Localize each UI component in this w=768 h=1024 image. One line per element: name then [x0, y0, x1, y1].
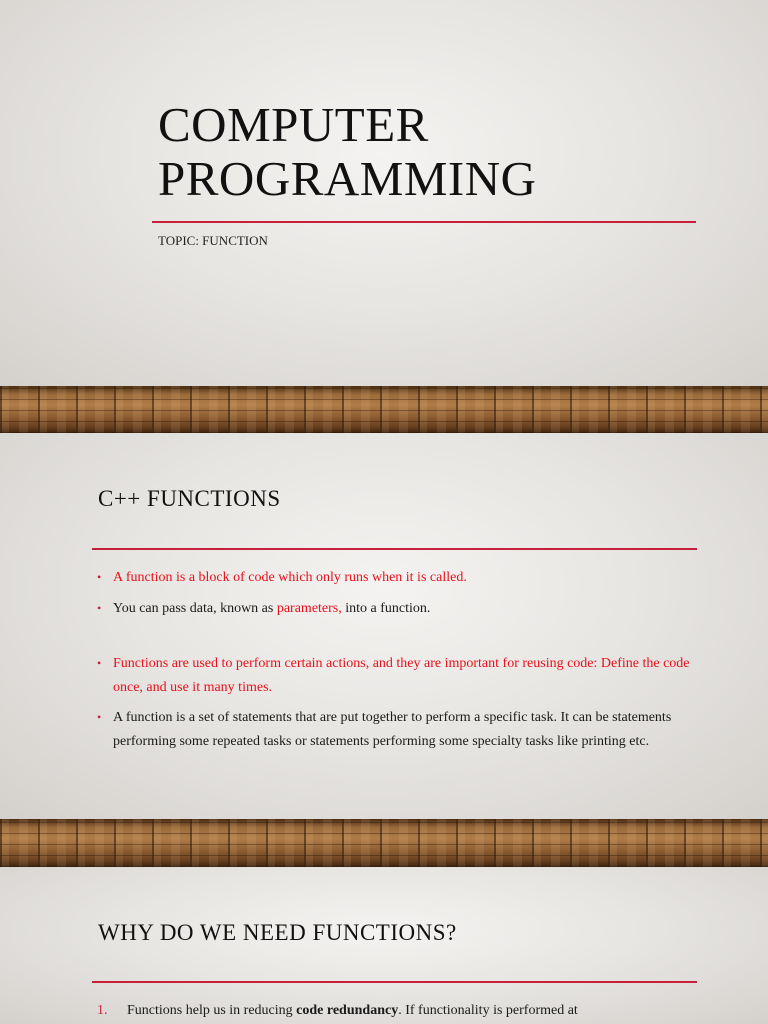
slide2-bullet-list [97, 566, 697, 753]
title-line-2: PROGRAMMING [158, 151, 537, 206]
list-item [97, 999, 717, 1022]
wood-floor-divider-1 [0, 386, 768, 433]
bullet-icon: • [97, 656, 102, 670]
wood-floor-divider-2 [0, 819, 768, 867]
bullet-item [97, 706, 697, 753]
slide3-divider [92, 981, 697, 983]
bullet-text-post: into a function. [341, 600, 431, 616]
slide-cpp-functions [0, 433, 768, 819]
item-text-bold: code redundancy [296, 1003, 399, 1018]
bullet-text: A function is a block of code which only runs when it is called. [113, 570, 467, 585]
bullet-text: A function is a set of statements that are put together to perform a specific task. It can be statements performing some repeated tasks or statements performing some specialty tasks like printing etc. [113, 710, 672, 749]
bullet-icon: • [97, 600, 102, 615]
bullet-icon: • [97, 570, 102, 584]
item-text-pre: Functions help us in reducing [127, 1003, 297, 1018]
bullet-text: Functions are used to perform certain actions, and they are important for reusing code: Define the code once, and use it many times. [113, 656, 690, 695]
list-number: 1. [97, 1003, 108, 1018]
slide3-title: WHY DO WE NEED FUNCTIONS? [98, 920, 457, 945]
bullet-item [97, 597, 697, 621]
slide2-divider [92, 548, 697, 550]
slide2-title: C++ FUNCTIONS [98, 486, 281, 511]
bullet-text-pre: You can pass data, known as [113, 600, 277, 616]
bullet-text-highlight: parameters, [276, 600, 342, 616]
slide-why-functions [0, 867, 768, 1024]
slide-subtitle: TOPIC: FUNCTION [158, 233, 268, 248]
title-divider [152, 221, 696, 223]
slide-title [0, 0, 768, 386]
slide-title-heading [158, 98, 537, 206]
item-text-post: . If functionality is performed at [398, 1003, 578, 1018]
bullet-item [97, 566, 697, 590]
bullet-item [97, 652, 697, 699]
bullet-icon: • [97, 710, 102, 724]
title-line-1: COMPUTER [158, 97, 429, 152]
slide3-numbered-list [97, 999, 717, 1022]
